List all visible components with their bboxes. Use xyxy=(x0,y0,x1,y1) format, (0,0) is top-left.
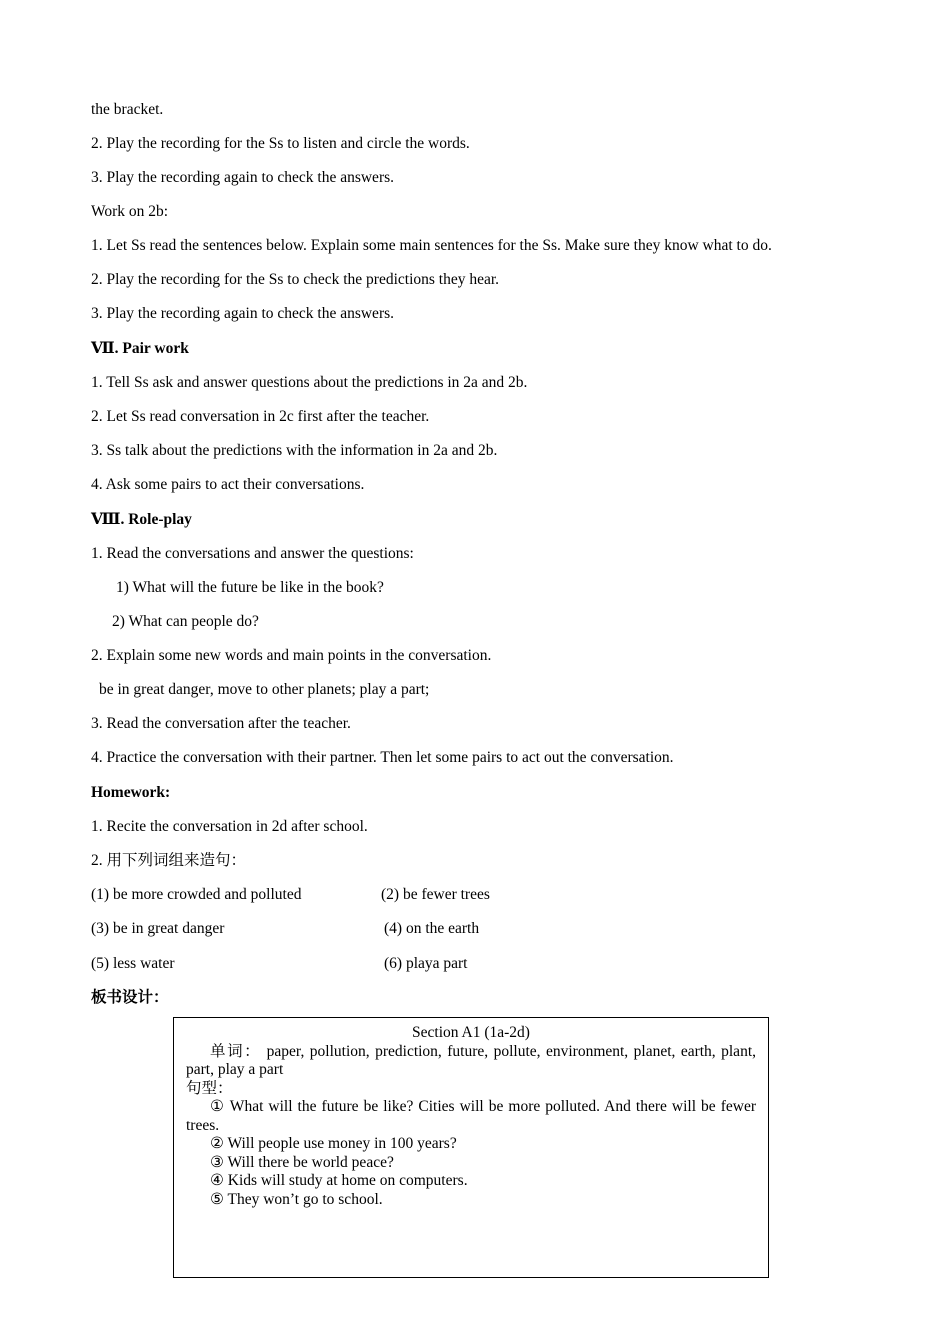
section-label: Work on 2b: xyxy=(91,203,169,220)
text-line: 3. Play the recording again to check the answers. xyxy=(91,169,395,186)
text-line: the bracket. xyxy=(91,101,164,118)
board-sentence: ⑤ They won’t go to school. xyxy=(210,1190,383,1208)
phrase-item: (4) on the earth xyxy=(384,920,480,937)
phrase-item: (3) be in great danger xyxy=(91,920,225,937)
homework-heading: Homework: xyxy=(91,784,171,801)
text-line: 2. 用下列词组来造句： xyxy=(91,852,247,869)
board-vocabulary: 单词： paper, pollution, prediction, future, pollute, environment, planet, earth, plant, part, play a part xyxy=(186,1042,756,1078)
text-line: 3. Play the recording again to check the answers. xyxy=(91,305,395,322)
text-line: 2. Play the recording for the Ss to check the predictions they hear. xyxy=(91,271,500,288)
text-line: 2. Play the recording for the Ss to listen and circle the words. xyxy=(91,135,470,152)
text-line: 4. Ask some pairs to act their conversations. xyxy=(91,476,365,493)
text-line: 1. Tell Ss ask and answer questions about the predictions in 2a and 2b. xyxy=(91,374,528,391)
text-line: 2. Explain some new words and main points in the conversation. xyxy=(91,647,492,664)
board-design-box xyxy=(173,1017,769,1278)
section-heading: Ⅷ. Role-play xyxy=(91,511,192,528)
text-line: 1. Recite the conversation in 2d after school. xyxy=(91,818,368,835)
phrase-item: (5) less water xyxy=(91,955,175,972)
text-line: 3. Ss talk about the predictions with the information in 2a and 2b. xyxy=(91,442,498,459)
board-design-heading: 板书设计： xyxy=(91,989,169,1006)
board-sentence: ④ Kids will study at home on computers. xyxy=(210,1172,468,1189)
text-line: 3. Read the conversation after the teacher. xyxy=(91,715,351,732)
text-line: 2) What can people do? xyxy=(112,613,259,630)
phrase-item: (1) be more crowded and polluted xyxy=(91,886,302,903)
phrase-item: (6) playa part xyxy=(384,955,468,972)
board-title: Section A1 (1a-2d) xyxy=(412,1024,530,1041)
text-line: 2. Let Ss read conversation in 2c first after the teacher. xyxy=(91,408,430,425)
section-heading: Ⅶ. Pair work xyxy=(91,340,189,357)
board-sentence: ③ Will there be world peace? xyxy=(210,1153,394,1171)
phrase-item: (2) be fewer trees xyxy=(381,886,490,903)
text-line: 1) What will the future be like in the book? xyxy=(116,579,384,596)
board-pattern-label: 句型： xyxy=(186,1079,233,1097)
text-line: 1. Read the conversations and answer the questions: xyxy=(91,545,414,562)
board-sentence: ② Will people use money in 100 years? xyxy=(210,1135,457,1152)
text-line: 4. Practice the conversation with their partner. Then let some pairs to act out the conversation. xyxy=(91,749,674,766)
board-sentence: ① What will the future be like? Cities will be more polluted. And there will be fewer trees. xyxy=(186,1098,756,1134)
text-line: be in great danger, move to other planets; play a part; xyxy=(99,681,430,698)
text-line: 1. Let Ss read the sentences below. Explain some main sentences for the Ss. Make sure they know what to do. xyxy=(91,237,772,254)
